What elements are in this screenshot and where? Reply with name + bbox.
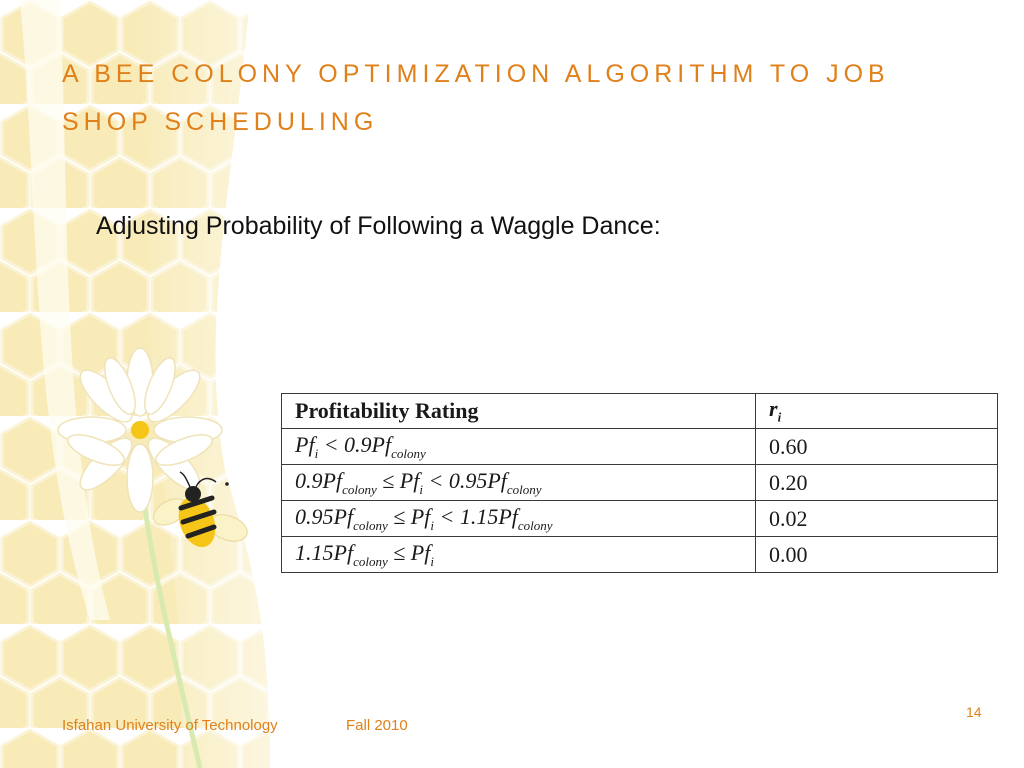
- r-value: 0.20: [756, 465, 998, 501]
- table-header-row: [282, 394, 998, 429]
- r-value: 0.02: [756, 501, 998, 537]
- table-row: [282, 537, 998, 573]
- rating-condition: $Pf_i < 0.9Pf_{colony}$: [282, 429, 756, 465]
- r-value: 0.60: [756, 429, 998, 465]
- rating-condition: $1.15Pf_{colony} \le Pf_i$: [282, 537, 756, 573]
- probability-table: [278, 391, 998, 580]
- table-row: [282, 429, 998, 465]
- header-r-symbol: r: [769, 396, 778, 422]
- footer-university: Isfahan University of Technology: [62, 717, 278, 734]
- rating-condition: $0.9Pf_{colony} \le Pf_i < 0.95Pf_{colony}$: [282, 465, 756, 501]
- rating-condition: $0.95Pf_{colony} \le Pf_i < 1.15Pf_{colony}$: [282, 501, 756, 537]
- slide-title: A BEE COLONY OPTIMIZATION ALGORITHM TO JOB SHOP SCHEDULING: [62, 60, 890, 136]
- header-r-i: [756, 394, 998, 429]
- table-row: [282, 465, 998, 501]
- header-r-subscript: i: [777, 409, 782, 425]
- page-number: 14: [966, 704, 982, 720]
- footer-term: Fall 2010: [346, 717, 408, 734]
- table-row: [282, 501, 998, 537]
- header-profitability-rating: Profitability Rating: [282, 394, 756, 429]
- slide-subtitle: Adjusting Probability of Following a Waggle Dance:: [96, 212, 661, 240]
- r-value: 0.00: [756, 537, 998, 573]
